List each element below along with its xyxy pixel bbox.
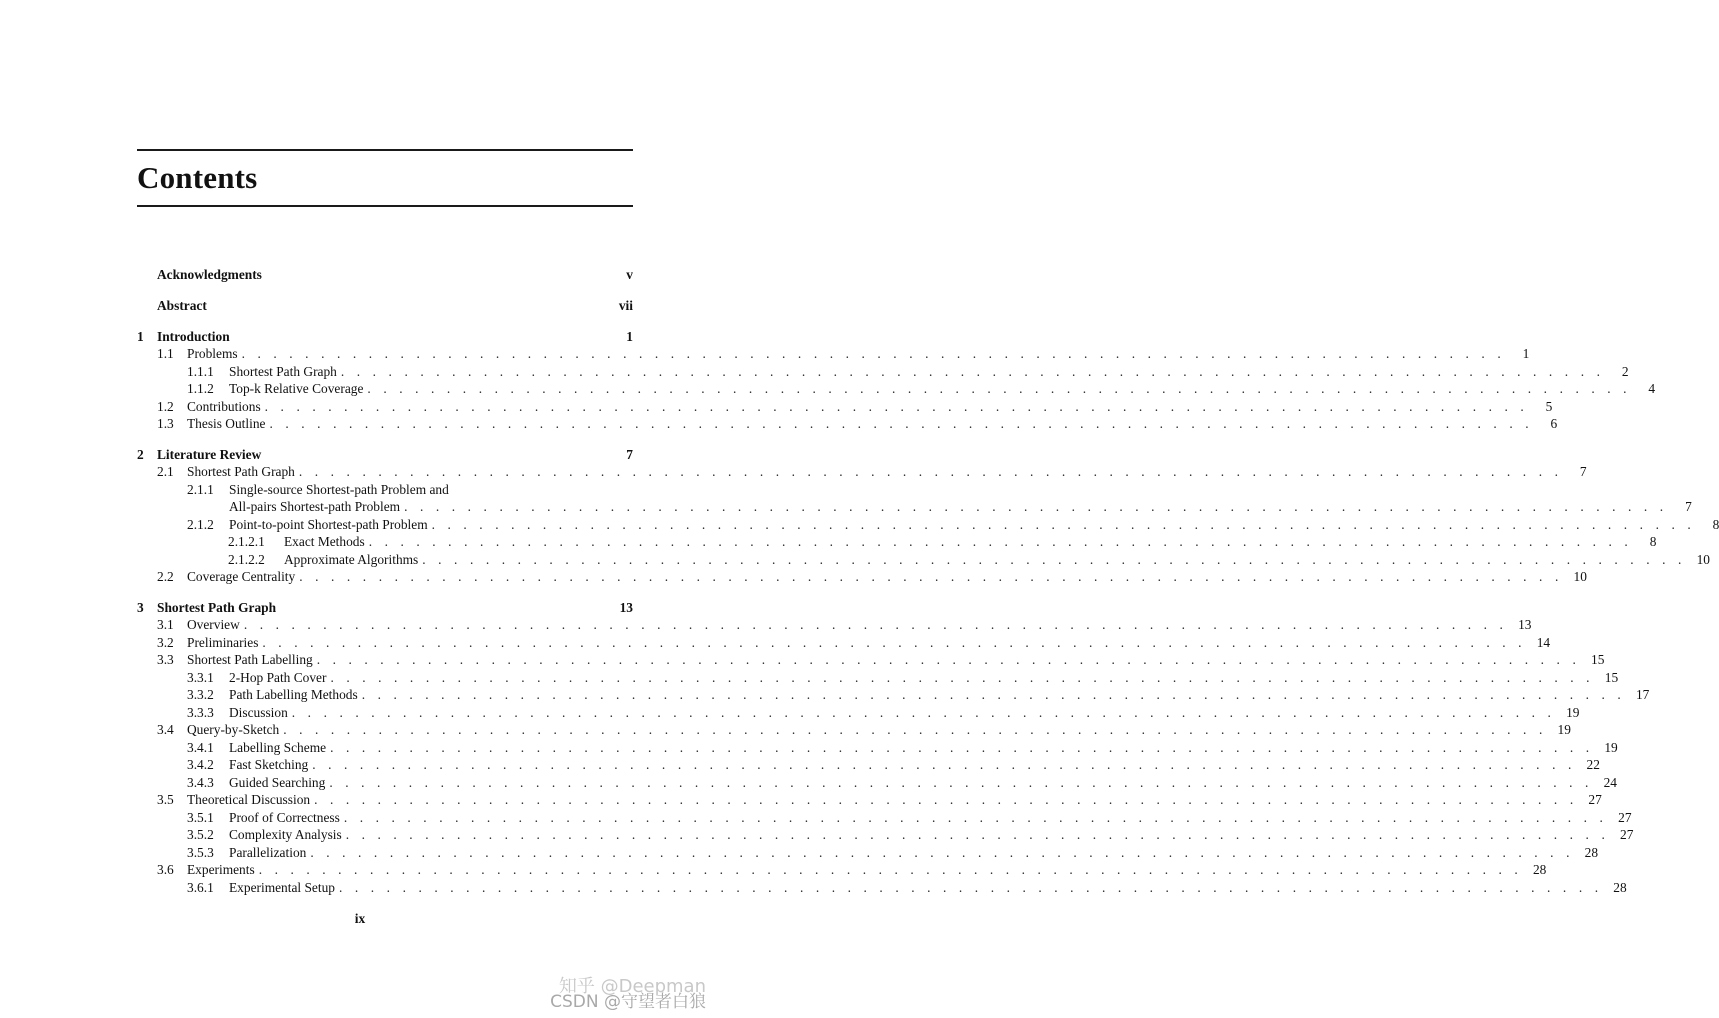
toc-entry-number: 3.6: [157, 862, 174, 877]
toc-entry-number: 2.1.2: [187, 517, 214, 532]
dot-leader: [234, 328, 609, 345]
toc-entry-title: Parallelization: [229, 844, 310, 861]
toc-entry-page: 15: [1591, 652, 1605, 667]
toc-entry: [137, 879, 1627, 896]
toc-entry: [137, 345, 1530, 362]
toc-entry-title: Complexity Analysis: [229, 826, 346, 843]
toc-entry-title: Literature Review: [157, 446, 265, 463]
toc-entry: [137, 669, 1619, 686]
toc-entry: [137, 568, 1587, 585]
toc-entry-title: Shortest Path Graph: [187, 463, 299, 480]
toc-entry-title: Shortest Path Graph: [229, 363, 341, 380]
toc-entry-number: 3.5.1: [187, 810, 214, 825]
dot-leader: . . . . . . . . . . . . . . . . . . . . . . . . . . . . . . . . . . . . . . . . . . . . . . . . . . . . . . . . . . . . . . . . . . . . . . . . . . . . . . . .: [340, 364, 1605, 379]
toc-entry: [137, 739, 1618, 756]
toc-entry: [137, 634, 1551, 651]
toc-entry-number: 1.1.2: [187, 381, 214, 396]
dot-leader: . . . . . . . . . . . . . . . . . . . . . . . . . . . . . . . . . . . . . . . . . . . . . . . . . . . . . . . . . . . . . . . . . . . . . . . . . . . . . . . .: [338, 880, 1603, 895]
page-number: ix: [354, 911, 366, 926]
toc-entry: [137, 363, 1629, 380]
dot-leader: . . . . . . . . . . . . . . . . . . . . . . . . . . . . . . . . . . . . . . . . . . . . . . . . . . . . . . . . . . . . . . . . . . . . . . . . . . . . . . . .: [269, 416, 1534, 431]
dot-leader: . . . . . . . . . . . . . . . . . . . . . . . . . . . . . . . . . . . . . . . . . . . . . . . . . . . . . . . . . . . . . . . . . . . . . . . . . . . . . . . .: [330, 670, 1595, 685]
toc-entry-page: 27: [1620, 827, 1634, 842]
toc-entry-page: 28: [1584, 845, 1599, 860]
toc-entry: [137, 481, 633, 498]
toc-entry-number: 3.3: [157, 652, 174, 667]
toc-entry-number: 3.4.3: [187, 775, 214, 790]
dot-leader: . . . . . . . . . . . . . . . . . . . . . . . . . . . . . . . . . . . . . . . . . . . . . . . . . . . . . . . . . . . . . . . . . . . . . . . . . . . . . . . .: [367, 381, 1632, 396]
toc-entry-title: Shortest Path Graph: [157, 599, 280, 616]
toc-entry-number: 1.1: [157, 346, 174, 361]
dot-leader: [280, 599, 609, 616]
toc-entry: [137, 516, 1719, 533]
dot-leader: . . . . . . . . . . . . . . . . . . . . . . . . . . . . . . . . . . . . . . . . . . . . . . . . . . . . . . . . . . . . . . . . . . . . . . . . . . . . . . . .: [361, 687, 1626, 702]
toc-entry-title: All-pairs Shortest-path Problem: [229, 498, 404, 515]
dot-leader: . . . . . . . . . . . . . . . . . . . . . . . . . . . . . . . . . . . . . . . . . . . . . . . . . . . . . . . . . . . . . . . . . . . . . . . . . . . . . . . .: [264, 399, 1529, 414]
toc-entry: [137, 686, 1650, 703]
toc-entry-page: 27: [1588, 792, 1602, 807]
toc-entry: [137, 398, 1553, 415]
toc-entry-title: Overview: [187, 616, 244, 633]
toc-entry-page: 6: [1550, 416, 1558, 431]
toc-entry-title: Thesis Outline: [187, 415, 269, 432]
toc-entry-page: 8: [1649, 534, 1657, 549]
dot-leader: . . . . . . . . . . . . . . . . . . . . . . . . . . . . . . . . . . . . . . . . . . . . . . . . . . . . . . . . . . . . . . . . . . . . . . . . . . . . . . . .: [343, 810, 1608, 825]
toc-entry-page: 19: [1566, 705, 1580, 720]
toc-entry-title: Top-k Relative Coverage: [229, 380, 367, 397]
toc-entry-title: Proof of Correctness: [229, 809, 344, 826]
dot-leader: . . . . . . . . . . . . . . . . . . . . . . . . . . . . . . . . . . . . . . . . . . . . . . . . . . . . . . . . . . . . . . . . . . . . . . . . . . . . . . . .: [404, 499, 1668, 514]
toc-entry-page: 19: [1604, 740, 1618, 755]
toc-entry-page: 19: [1557, 722, 1571, 737]
toc-entry-title: Discussion: [229, 704, 292, 721]
toc-entry-title: Experimental Setup: [229, 879, 339, 896]
toc-entry-page: 13: [619, 600, 633, 615]
toc-entry-title: Exact Methods: [284, 533, 369, 550]
toc-entry-title: Fast Sketching: [229, 756, 312, 773]
toc-entry-page: 27: [1618, 810, 1632, 825]
toc-entry-page: 7: [1685, 499, 1692, 514]
dot-leader: . . . . . . . . . . . . . . . . . . . . . . . . . . . . . . . . . . . . . . . . . . . . . . . . . . . . . . . . . . . . . . . . . . . . . . . . . . . . . . . .: [422, 552, 1686, 567]
toc-entry-number: 3.3.3: [187, 705, 214, 720]
toc-entry: [137, 266, 633, 283]
toc-entry-title: Abstract: [157, 297, 211, 314]
toc-entry-title: Introduction: [157, 328, 234, 345]
dot-leader: . . . . . . . . . . . . . . . . . . . . . . . . . . . . . . . . . . . . . . . . . . . . . . . . . . . . . . . . . . . . . . . . . . . . . . . . . . . . . . . .: [329, 775, 1593, 790]
toc-entry-title: Coverage Centrality: [187, 568, 299, 585]
dot-leader: . . . . . . . . . . . . . . . . . . . . . . . . . . . . . . . . . . . . . . . . . . . . . . . . . . . . . . . . . . . . . . . . . . . . . . . . . . . . . . . .: [330, 740, 1594, 755]
dot-leader: . . . . . . . . . . . . . . . . . . . . . . . . . . . . . . . . . . . . . . . . . . . . . . . . . . . . . . . . . . . . . . . . . . . . . . . . . . . . . . . .: [262, 635, 1527, 650]
dot-leader: . . . . . . . . . . . . . . . . . . . . . . . . . . . . . . . . . . . . . . . . . . . . . . . . . . . . . . . . . . . . . . . . . . . . . . . . . . . . . . . .: [310, 845, 1575, 860]
toc-entry-page: 17: [1635, 687, 1650, 702]
toc-entry-number: 3.4.2: [187, 757, 214, 772]
toc-entry-number: 3.5.2: [187, 827, 214, 842]
toc-entry: [137, 844, 1599, 861]
toc-entry-number: 2.1.2.2: [228, 552, 265, 567]
toc-entry: [137, 756, 1600, 773]
toc-entry-page: 5: [1545, 399, 1553, 414]
toc-entry-page: v: [626, 267, 633, 282]
toc-entry: [137, 533, 1657, 550]
toc-entry-page: [609, 481, 633, 498]
toc-entry-title: Point-to-point Shortest-path Problem: [229, 516, 432, 533]
toc-entry-number: 3.2: [157, 635, 174, 650]
toc-entry-page: 8: [1712, 517, 1719, 532]
dot-leader: . . . . . . . . . . . . . . . . . . . . . . . . . . . . . . . . . . . . . . . . . . . . . . . . . . . . . . . . . . . . . . . . . . . . . . . . . . . . . . . .: [243, 617, 1508, 632]
toc-entry-number: 1.3: [157, 416, 174, 431]
toc-entry-number: 3.5.3: [187, 845, 214, 860]
toc-entry-page: 15: [1604, 670, 1619, 685]
toc-entry-page: vii: [618, 298, 633, 313]
toc-entry: [137, 616, 1532, 633]
dot-leader: [265, 446, 609, 463]
toc-entry-number: 3.3.2: [187, 687, 214, 702]
toc-entry-number: 2.1.1: [187, 482, 214, 497]
toc-entry-page: 4: [1648, 381, 1656, 396]
toc-entry-number: 2.1.2.1: [228, 534, 265, 549]
dot-leader: [266, 266, 609, 283]
dot-leader: . . . . . . . . . . . . . . . . . . . . . . . . . . . . . . . . . . . . . . . . . . . . . . . . . . . . . . . . . . . . . . . . . . . . . . . . . . . . . . . .: [314, 792, 1578, 807]
toc-entry-page: 1: [1522, 346, 1530, 361]
dot-leader: . . . . . . . . . . . . . . . . . . . . . . . . . . . . . . . . . . . . . . . . . . . . . . . . . . . . . . . . . . . . . . . . . . . . . . . . . . . . . . . .: [431, 517, 1696, 532]
toc-entry-number: 3: [137, 600, 144, 615]
toc-entry-title: 2-Hop Path Cover: [229, 669, 330, 686]
toc-entry-title: Acknowledgments: [157, 266, 266, 283]
toc-entry: [137, 721, 1571, 738]
watermark-csdn: CSDN @守望者白狼: [550, 992, 706, 1012]
toc-entry-number: 2: [137, 447, 144, 462]
dot-leader: . . . . . . . . . . . . . . . . . . . . . . . . . . . . . . . . . . . . . . . . . . . . . . . . . . . . . . . . . . . . . . . . . . . . . . . . . . . . . . . .: [312, 757, 1576, 772]
watermark-zhihu: 知乎 @Deepman: [558, 976, 706, 997]
toc-entry: [137, 791, 1602, 808]
toc-entry-title: Guided Searching: [229, 774, 329, 791]
toc-entry: [137, 463, 1587, 480]
toc-entry-title: Preliminaries: [187, 634, 262, 651]
toc-entry: [137, 704, 1580, 721]
toc-entry-number: 1.2: [157, 399, 174, 414]
dot-leader: . . . . . . . . . . . . . . . . . . . . . . . . . . . . . . . . . . . . . . . . . . . . . . . . . . . . . . . . . . . . . . . . . . . . . . . . . . . . . . . .: [291, 705, 1556, 720]
dot-leader: . . . . . . . . . . . . . . . . . . . . . . . . . . . . . . . . . . . . . . . . . . . . . . . . . . . . . . . . . . . . . . . . . . . . . . . . . . . . . . . .: [258, 862, 1523, 877]
toc-entry-title: Single-source Shortest-path Problem and: [229, 481, 453, 498]
dot-leader: . . . . . . . . . . . . . . . . . . . . . . . . . . . . . . . . . . . . . . . . . . . . . . . . . . . . . . . . . . . . . . . . . . . . . . . . . . . . . . . .: [298, 464, 1563, 479]
toc-entry-number: 3.6.1: [187, 880, 214, 895]
toc-entry: [137, 861, 1547, 878]
toc-entry-page: 28: [1532, 862, 1547, 877]
toc-entry-title: Labelling Scheme: [229, 739, 330, 756]
toc-entry: [137, 809, 1632, 826]
toc-entry-title: Experiments: [187, 861, 259, 878]
toc-entry-number: 3.3.1: [187, 670, 214, 685]
toc-entry: [137, 297, 633, 314]
toc-entry-number: 3.4: [157, 722, 174, 737]
toc-entry-page: 1: [626, 329, 633, 344]
toc-entry-page: 22: [1586, 757, 1600, 772]
toc-entry-page: 7: [1579, 464, 1587, 479]
toc-entry-page: 10: [1573, 569, 1587, 584]
toc-entry-title: Query-by-Sketch: [187, 721, 283, 738]
toc-entry-page: 7: [626, 447, 633, 462]
toc-entry: [137, 380, 1656, 397]
toc-entry-number: 1.1.1: [187, 364, 214, 379]
toc-entry-page: 24: [1603, 775, 1617, 790]
toc-entry: [137, 551, 1710, 568]
dot-leader: . . . . . . . . . . . . . . . . . . . . . . . . . . . . . . . . . . . . . . . . . . . . . . . . . . . . . . . . . . . . . . . . . . . . . . . . . . . . . . . .: [241, 346, 1506, 361]
toc-entry-page: 28: [1613, 880, 1627, 895]
toc-entry-title: Path Labelling Methods: [229, 686, 362, 703]
toc-entry: [137, 498, 1692, 515]
toc-entry: [137, 446, 633, 463]
toc-entry: [137, 328, 633, 345]
toc-entry-number: 2.1: [157, 464, 174, 479]
dot-leader: . . . . . . . . . . . . . . . . . . . . . . . . . . . . . . . . . . . . . . . . . . . . . . . . . . . . . . . . . . . . . . . . . . . . . . . . . . . . . . . .: [368, 534, 1633, 549]
dot-leader: . . . . . . . . . . . . . . . . . . . . . . . . . . . . . . . . . . . . . . . . . . . . . . . . . . . . . . . . . . . . . . . . . . . . . . . . . . . . . . . .: [299, 569, 1563, 584]
toc-entry: [137, 826, 1634, 843]
toc-entry-number: 1: [137, 329, 144, 344]
chapter-heading: Contents: [137, 160, 258, 195]
toc-entry-title: Approximate Algorithms: [284, 551, 422, 568]
dot-leader: . . . . . . . . . . . . . . . . . . . . . . . . . . . . . . . . . . . . . . . . . . . . . . . . . . . . . . . . . . . . . . . . . . . . . . . . . . . . . . . .: [283, 722, 1547, 737]
toc-entry-page: 10: [1696, 552, 1710, 567]
dot-leader: [211, 297, 609, 314]
dot-leader: . . . . . . . . . . . . . . . . . . . . . . . . . . . . . . . . . . . . . . . . . . . . . . . . . . . . . . . . . . . . . . . . . . . . . . . . . . . . . . . .: [316, 652, 1581, 667]
toc-entry-page: 2: [1621, 364, 1629, 379]
toc-entry-number: 3.5: [157, 792, 174, 807]
toc-entry-number: 2.2: [157, 569, 174, 584]
toc-entry-number: 3.1: [157, 617, 174, 632]
toc-entry-title: Contributions: [187, 398, 265, 415]
toc-entry: [137, 599, 633, 616]
toc-entry: [137, 651, 1605, 668]
toc-entry-title: Theoretical Discussion: [187, 791, 314, 808]
dot-leader: [453, 481, 609, 498]
toc-entry-page: 14: [1536, 635, 1551, 650]
toc-entry-title: Shortest Path Labelling: [187, 651, 317, 668]
toc-entry-number: 3.4.1: [187, 740, 214, 755]
toc-entry-page: 13: [1518, 617, 1532, 632]
toc-entry: [137, 415, 1558, 432]
toc-entry: [137, 774, 1617, 791]
toc-entry-title: Problems: [187, 345, 242, 362]
dot-leader: . . . . . . . . . . . . . . . . . . . . . . . . . . . . . . . . . . . . . . . . . . . . . . . . . . . . . . . . . . . . . . . . . . . . . . . . . . . . . . . .: [345, 827, 1610, 842]
